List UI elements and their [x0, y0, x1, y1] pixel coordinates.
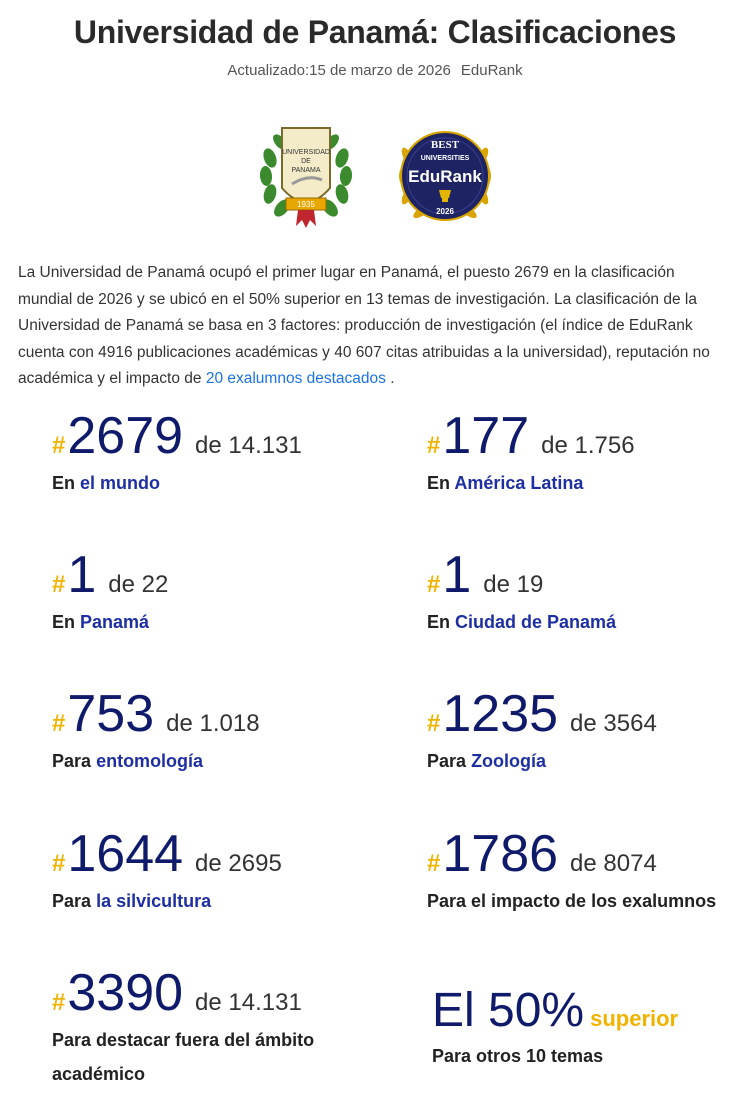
rank-scope-link[interactable]: Ciudad de Panamá	[455, 612, 617, 632]
stat-world	[52, 407, 382, 500]
rank-total: de 1.756	[541, 432, 635, 459]
rank-number: 753	[67, 685, 155, 743]
rank-scope-link[interactable]: el mundo	[80, 473, 161, 493]
updated-date: Actualizado:15 de marzo de 2026	[227, 62, 451, 79]
hash-icon: #	[427, 710, 441, 737]
top-superior: superior	[590, 1006, 679, 1031]
rank-number: 1235	[442, 685, 559, 743]
seal-text-1: UNIVERSIDAD	[282, 149, 330, 156]
alumni-link[interactable]: 20 exalumnos destacados	[205, 370, 386, 387]
stat-panama-city	[427, 546, 750, 639]
rank-number: 3390	[67, 964, 184, 1022]
stat-zoology	[427, 685, 750, 778]
stat-latin-america	[427, 407, 750, 500]
hash-icon: #	[52, 850, 66, 877]
rank-prefix: Para	[52, 751, 92, 771]
rank-prefix: Para	[52, 891, 92, 911]
source-link[interactable]: EduRank	[460, 62, 523, 79]
badge-brand: EduRank	[408, 167, 482, 186]
rank-scope-link[interactable]: América Latina	[454, 473, 584, 493]
hash-icon: #	[52, 571, 66, 598]
rank-total: de 2695	[195, 850, 282, 877]
seal-text-2: DE	[301, 158, 311, 165]
rank-prefix: Para	[427, 751, 467, 771]
stat-non-academic	[52, 964, 382, 1091]
hash-icon: #	[52, 989, 66, 1016]
rank-total: de 8074	[570, 850, 657, 877]
hash-icon: #	[427, 432, 441, 459]
hash-icon: #	[52, 432, 66, 459]
seal-text-3: PANAMA	[291, 167, 321, 174]
rank-total: de 19	[483, 571, 544, 598]
intro-paragraph	[18, 260, 732, 393]
rank-prefix: Para destacar fuera del ámbito académico	[52, 1030, 315, 1084]
stat-panama	[52, 546, 382, 639]
rank-prefix: En	[52, 473, 76, 493]
rank-scope-link[interactable]: la silvicultura	[96, 891, 212, 911]
edurank-badge-logo	[393, 118, 497, 230]
rank-number: 1	[442, 546, 472, 604]
rank-number: 2679	[67, 407, 184, 465]
page-title: Universidad de Panamá: Clasificaciones	[73, 14, 677, 50]
rank-number: 1786	[442, 825, 559, 883]
rank-scope-link[interactable]: entomología	[96, 751, 204, 771]
top-percent: El 50%	[432, 984, 585, 1037]
top-50-block	[432, 985, 732, 1071]
rank-prefix: En	[427, 473, 451, 493]
rank-total: de 22	[108, 571, 169, 598]
rank-scope-link[interactable]: Zoología	[471, 751, 547, 771]
badge-best: BEST	[430, 139, 460, 151]
stat-forestry	[52, 825, 382, 918]
intro-end: .	[385, 370, 395, 387]
rank-prefix: En	[52, 612, 76, 632]
rank-total: de 1.018	[166, 710, 260, 737]
page-meta	[0, 62, 750, 79]
intro-text: La Universidad de Panamá ocupó el primer lugar en Panamá, el puesto 2679 en la clasificación mundial de 2026 y se ubicó en el 50% superior en 13 temas de investigación. La clasificación de la Universidad de Panamá se basa en 3 factores: producción de investigación (el índice de EduRank cuenta con 4916 publicaciones académicas y 40 607 citas atribuidas a la universidad), reputación no académica y el impacto de	[18, 264, 710, 387]
stat-alumni-impact	[427, 825, 737, 918]
rank-number: 1	[67, 546, 97, 604]
rank-scope-link[interactable]: Panamá	[80, 612, 150, 632]
rank-total: de 3564	[570, 710, 657, 737]
rank-total: de 14.131	[195, 989, 302, 1016]
rank-total: de 14.131	[195, 432, 302, 459]
badge-universities: UNIVERSITIES	[420, 155, 470, 162]
hash-icon: #	[52, 710, 66, 737]
top-topics-label: Para otros 10 temas	[432, 1046, 604, 1066]
stat-entomology	[52, 685, 382, 778]
rank-prefix: En	[427, 612, 451, 632]
logos	[0, 118, 750, 233]
seal-year: 1935	[297, 200, 315, 209]
rank-number: 177	[442, 407, 530, 465]
rank-number: 1644	[67, 825, 184, 883]
hash-icon: #	[427, 571, 441, 598]
university-seal-logo	[256, 118, 356, 230]
rank-prefix: Para el impacto de los exalumnos	[427, 891, 717, 911]
hash-icon: #	[427, 850, 441, 877]
badge-year: 2026	[436, 207, 454, 216]
